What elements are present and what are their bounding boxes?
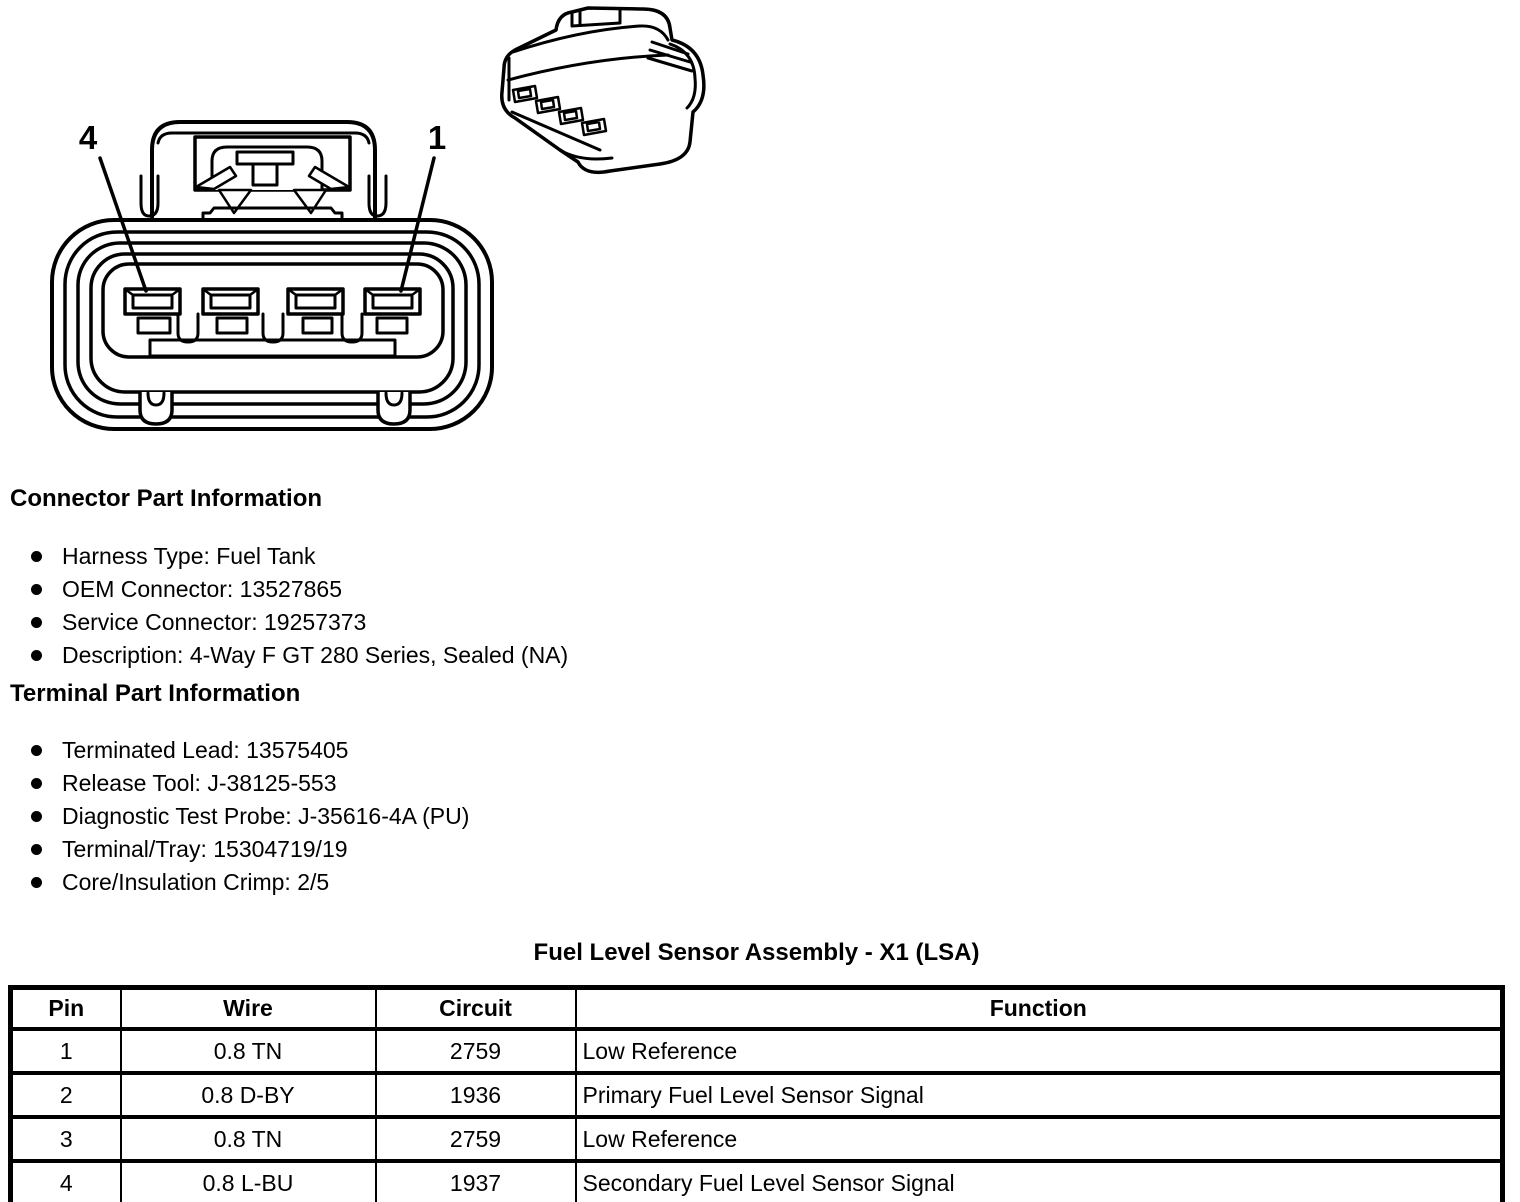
list-item-text: Core/Insulation Crimp: 2/5: [62, 869, 330, 895]
list-item: [31, 866, 469, 899]
cell-wire: 0.8 D-BY: [121, 1073, 376, 1117]
list-item-text: Service Connector: 19257373: [62, 609, 367, 635]
list-item-text: Release Tool: J-38125-553: [62, 770, 337, 796]
cell-function: Secondary Fuel Level Sensor Signal: [576, 1161, 1503, 1202]
pin-4-label: 4: [78, 119, 98, 156]
list-item-text: Terminated Lead: 13575405: [62, 737, 349, 763]
pin-1-label: 1: [427, 119, 447, 156]
cell-wire: 0.8 L-BU: [121, 1161, 376, 1202]
list-item-text: Diagnostic Test Probe: J-35616-4A (PU): [62, 803, 470, 829]
list-item: [31, 767, 469, 800]
cell-function: Low Reference: [576, 1029, 1503, 1073]
cell-function: Low Reference: [576, 1117, 1503, 1161]
column-header-pin: Pin: [11, 988, 121, 1030]
bullet-dot: [31, 844, 42, 855]
list-item: [31, 573, 568, 606]
table-row: [11, 1029, 1503, 1073]
bullet-dot: [31, 778, 42, 789]
cell-wire: 0.8 TN: [121, 1117, 376, 1161]
cell-circuit: 1936: [376, 1073, 576, 1117]
terminal-part-information-heading: Terminal Part Information: [10, 680, 301, 707]
cell-pin: 4: [11, 1161, 121, 1202]
column-header-function: Function: [576, 988, 1503, 1030]
bullet-dot: [31, 811, 42, 822]
pinout-table: [8, 985, 1505, 1202]
table-title: Fuel Level Sensor Assembly - X1 (LSA): [533, 939, 980, 966]
list-item-text: Description: 4-Way F GT 280 Series, Sealed (NA): [62, 642, 569, 668]
connector-face-diagram: [30, 90, 540, 480]
list-item-text: Harness Type: Fuel Tank: [62, 543, 316, 569]
cell-function: Primary Fuel Level Sensor Signal: [576, 1073, 1503, 1117]
cell-circuit: 1937: [376, 1161, 576, 1202]
cell-pin: 1: [11, 1029, 121, 1073]
bullet-dot: [31, 650, 42, 661]
connector-body-seal-ribs: [52, 220, 492, 429]
cell-circuit: 2759: [376, 1117, 576, 1161]
table-header-row: [11, 988, 1503, 1030]
list-item: [31, 639, 568, 672]
table-row: [11, 1073, 1503, 1117]
list-item: [31, 833, 469, 866]
column-header-wire: Wire: [121, 988, 376, 1030]
list-item: [31, 606, 568, 639]
table-row: [11, 1161, 1503, 1202]
list-item: [31, 800, 469, 833]
bullet-dot: [31, 617, 42, 628]
bullet-dot: [31, 584, 42, 595]
list-item-text: Terminal/Tray: 15304719/19: [62, 836, 348, 862]
cell-pin: 3: [11, 1117, 121, 1161]
connector-latch: [152, 122, 375, 224]
terminal-part-information-list: [31, 734, 469, 899]
table-row: [11, 1117, 1503, 1161]
column-header-circuit: Circuit: [376, 988, 576, 1030]
connector-part-information-heading: Connector Part Information: [10, 485, 323, 512]
cell-wire: 0.8 TN: [121, 1029, 376, 1073]
bullet-dot: [31, 877, 42, 888]
list-item-text: OEM Connector: 13527865: [62, 576, 343, 602]
connector-part-information-list: [31, 540, 568, 672]
list-item: [31, 540, 568, 573]
bullet-dot: [31, 745, 42, 756]
cell-circuit: 2759: [376, 1029, 576, 1073]
list-item: [31, 734, 469, 767]
cell-pin: 2: [11, 1073, 121, 1117]
bullet-dot: [31, 551, 42, 562]
